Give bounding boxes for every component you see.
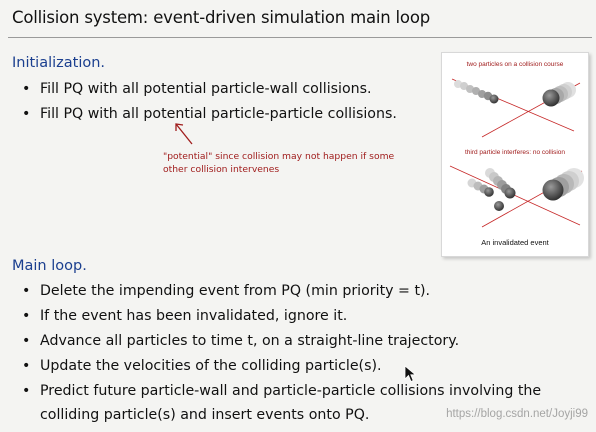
list-item: • Advance all particles to time t, on a straight-line trajectory. [20, 329, 580, 354]
particle-c [505, 188, 516, 199]
invalidated-event-figure [441, 52, 589, 257]
list-item: • If the event has been invalidated, ignore it. [20, 304, 580, 329]
main-loop-heading: Main loop. [12, 258, 87, 274]
list-item: • Fill PQ with all potential particle-particle collisions. [20, 102, 397, 127]
title-divider [8, 37, 592, 38]
particle-trail-a [454, 80, 492, 100]
annotation-arrow-icon [170, 118, 200, 148]
mouse-cursor-icon [404, 365, 418, 383]
middle-caption: third particle interferes: no collision [464, 149, 566, 156]
top-caption: two particles on a collision course [466, 61, 564, 68]
collision-diagram [442, 53, 588, 256]
potential-annotation: "potential" since collision may not happen if some other collision intervenes [163, 151, 395, 175]
particle-b [543, 90, 560, 107]
watermark: https://blog.csdn.net/Joyji99 [446, 408, 588, 420]
figure-caption: An invalidated event [481, 238, 549, 247]
initialization-heading: Initialization. [12, 55, 106, 71]
particle-f [543, 180, 564, 201]
list-item: • Delete the impending event from PQ (min priority = t). [20, 279, 580, 304]
particle-e [494, 201, 504, 211]
particle-d [484, 187, 494, 197]
list-item: • Predict future particle-wall and particle-particle collisions involving the colliding particle(s) and insert events onto PQ. [20, 379, 580, 427]
main-loop-bullet-list [20, 279, 580, 427]
particle-a [490, 95, 499, 104]
list-item: • Fill PQ with all potential particle-wall collisions. [20, 77, 397, 102]
list-item: • Update the velocities of the colliding particle(s). [20, 354, 580, 379]
slide-title: Collision system: event-driven simulation main loop [12, 8, 430, 27]
initialization-bullet-list [20, 77, 397, 127]
